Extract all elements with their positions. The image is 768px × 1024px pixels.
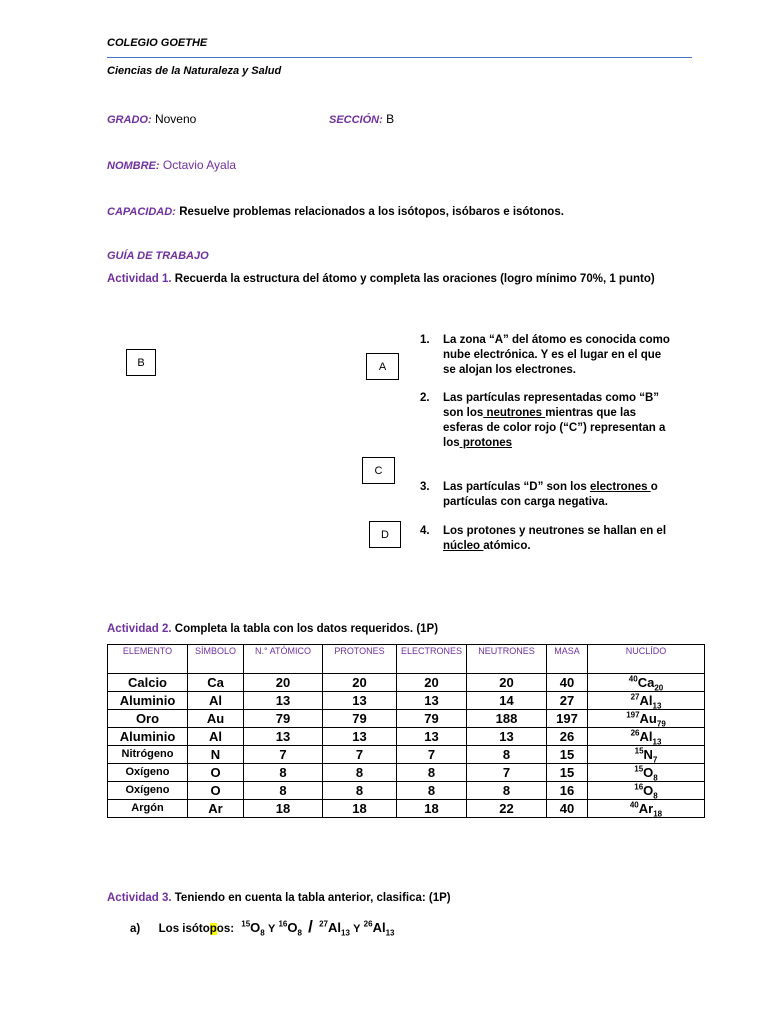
conjunction: Y (353, 923, 361, 935)
sentence-text (443, 391, 673, 451)
table-row (108, 692, 705, 710)
sentence-part: Las partículas “D” son los (443, 481, 590, 493)
atomic-number: 13 (341, 928, 350, 938)
cell-atomico: 8 (244, 782, 323, 800)
column-header: NEUTRONES (467, 645, 547, 674)
nombre-value: Octavio Ayala (162, 158, 237, 172)
cell-masa: 197 (547, 710, 588, 728)
cell-neutrones: 13 (467, 728, 547, 746)
cell-neutrones: 7 (467, 764, 547, 782)
atomic-number: 8 (260, 928, 265, 938)
sentence-part: o partículas con carga negativa. (443, 481, 658, 508)
mass-number: 16 (278, 919, 288, 929)
cell-protones: 13 (323, 692, 397, 710)
atomic-number: 7 (652, 755, 658, 765)
cell-electrones: 20 (397, 674, 467, 692)
isotopes-label-1: Los isóto (158, 923, 210, 935)
mass-number: 26 (363, 919, 373, 929)
item-a-label: a) (130, 923, 141, 935)
grado-value: Noveno (154, 112, 197, 126)
mass-number: 15 (634, 764, 644, 774)
mass-number: 15 (634, 746, 644, 756)
activity3-text: Teniendo en cuenta la tabla anterior, clasifica: (1P) (174, 892, 451, 904)
sentence-text: La zona “A” del átomo es conocida como nube electrónica. Y es el lugar en el que se alojan los electrones. (443, 334, 670, 376)
label-box-d: D (369, 521, 401, 548)
isotopes-label-highlight: p (209, 923, 217, 935)
cell-elemento: Calcio (108, 674, 188, 692)
cell-elemento: Aluminio (108, 728, 188, 746)
seccion-value: B (386, 112, 395, 126)
guide-title: GUÍA DE TRABAJO (107, 250, 209, 262)
elements-table (107, 644, 705, 818)
activity1-instruction (107, 272, 667, 287)
cell-nuclido (588, 746, 705, 764)
mass-number: 40 (629, 800, 639, 810)
cell-simbolo: Ca (188, 674, 244, 692)
isotopes-line (130, 917, 394, 937)
seccion-label: SECCIÓN: (329, 114, 383, 126)
table-row (108, 782, 705, 800)
cell-protones: 79 (323, 710, 397, 728)
cell-simbolo: O (188, 764, 244, 782)
atomic-number: 20 (654, 683, 664, 693)
cell-atomico: 18 (244, 800, 323, 818)
cell-nuclido (588, 782, 705, 800)
cell-neutrones: 14 (467, 692, 547, 710)
cell-protones: 7 (323, 746, 397, 764)
column-header: N.° ATÓMICO (244, 645, 323, 674)
sentence-number: 2. (420, 392, 430, 404)
table-row (108, 764, 705, 782)
cell-nuclido (588, 674, 705, 692)
cell-atomico: 79 (244, 710, 323, 728)
column-header: ELECTRONES (397, 645, 467, 674)
sentence-number: 4. (420, 525, 430, 537)
cell-neutrones: 188 (467, 710, 547, 728)
cell-masa: 16 (547, 782, 588, 800)
cell-atomico: 13 (244, 692, 323, 710)
element-symbol: Al (639, 693, 653, 708)
cell-protones: 20 (323, 674, 397, 692)
mass-number: 16 (634, 782, 644, 792)
element-symbol: N (643, 747, 653, 762)
grado-line (107, 112, 196, 126)
atomic-number: 8 (653, 773, 658, 783)
element-symbol: Ar (638, 801, 654, 816)
cell-electrones: 8 (397, 782, 467, 800)
label-box-c: C (362, 457, 395, 484)
cell-neutrones: 8 (467, 782, 547, 800)
isotope-1 (241, 919, 265, 938)
cell-electrones: 7 (397, 746, 467, 764)
cell-simbolo: Au (188, 710, 244, 728)
sentence-text (443, 480, 673, 510)
activity1-label: Actividad 1. (107, 273, 172, 285)
isotope-3 (319, 919, 350, 938)
cell-elemento: Oxígeno (108, 782, 188, 800)
cell-nuclido (588, 728, 705, 746)
column-header: MASA (547, 645, 588, 674)
table-row (108, 800, 705, 818)
cell-electrones: 13 (397, 728, 467, 746)
mass-number: 15 (241, 919, 251, 929)
cell-simbolo: O (188, 782, 244, 800)
cell-nuclido (588, 692, 705, 710)
cell-masa: 40 (547, 674, 588, 692)
cell-simbolo: Al (188, 728, 244, 746)
cell-nuclido (588, 800, 705, 818)
activity2-instruction (107, 623, 438, 635)
header-rule (107, 57, 692, 58)
cell-elemento: Argón (108, 800, 188, 818)
sentence-part: atómico. (483, 540, 531, 552)
cell-neutrones: 22 (467, 800, 547, 818)
sentence-part: Los protones y neutrones se hallan en el (443, 525, 667, 537)
element-symbol: Al (328, 920, 342, 935)
sentence-part: mientras que las esferas de color rojo (“C”) representan a los (443, 407, 666, 449)
mass-number: 27 (319, 919, 329, 929)
mass-number: 27 (630, 692, 640, 702)
cell-elemento: Oro (108, 710, 188, 728)
column-header: PROTONES (323, 645, 397, 674)
table-row (108, 746, 705, 764)
isotope-4 (363, 919, 395, 938)
element-symbol: Ca (637, 675, 655, 690)
cell-electrones: 79 (397, 710, 467, 728)
capacidad-value: Resuelve problemas relacionados a los isótopos, isóbaros e isótonos. (179, 206, 564, 218)
answer-neutrones: neutrones (483, 407, 546, 419)
subject-name: Ciencias de la Naturaleza y Salud (107, 65, 282, 77)
activity2-label: Actividad 2. (107, 623, 172, 635)
atomic-number: 13 (385, 928, 395, 938)
cell-masa: 15 (547, 764, 588, 782)
cell-atomico: 20 (244, 674, 323, 692)
element-symbol: O (250, 920, 261, 935)
school-name: COLEGIO GOETHE (107, 37, 208, 49)
cell-simbolo: Ar (188, 800, 244, 818)
cell-elemento: Nitrógeno (108, 746, 188, 764)
cell-nuclido (588, 710, 705, 728)
cell-masa: 27 (547, 692, 588, 710)
atomic-number: 13 (652, 737, 662, 747)
cell-neutrones: 20 (467, 674, 547, 692)
sentence-part: Las partículas representadas como “B” son los (443, 392, 660, 419)
cell-atomico: 8 (244, 764, 323, 782)
column-header: ELEMENTO (108, 645, 188, 674)
column-header: NUCLÍDO (588, 645, 705, 674)
table-row (108, 710, 705, 728)
cell-nuclido (588, 764, 705, 782)
cell-atomico: 7 (244, 746, 323, 764)
label-box-b: B (126, 349, 156, 376)
answer-protones: protones (459, 437, 513, 449)
seccion-line (329, 112, 394, 126)
cell-protones: 8 (323, 782, 397, 800)
element-symbol: Al (372, 920, 386, 935)
label-box-a: A (366, 353, 399, 380)
cell-electrones: 18 (397, 800, 467, 818)
table-row (108, 674, 705, 692)
activity2-text: Completa la tabla con los datos requeridos. (1P) (174, 623, 439, 635)
cell-masa: 15 (547, 746, 588, 764)
table-row (108, 728, 705, 746)
mass-number: 197 (626, 710, 640, 720)
cell-atomico: 13 (244, 728, 323, 746)
answer-electrones: electrones (589, 481, 651, 493)
activity1-text: Recuerda la estructura del átomo y completa las oraciones (logro mínimo 70%, 1 punto) (174, 273, 655, 285)
atomic-number: 8 (653, 791, 658, 801)
atomic-number: 8 (297, 928, 302, 938)
mass-number: 26 (630, 728, 640, 738)
sentence-number: 3. (420, 481, 430, 493)
atomic-number: 13 (652, 701, 662, 711)
element-symbol: O (643, 765, 654, 780)
separator: / (308, 917, 313, 936)
cell-electrones: 13 (397, 692, 467, 710)
element-symbol: O (287, 920, 298, 935)
isotopes-label-2: os: (216, 923, 235, 935)
cell-simbolo: Al (188, 692, 244, 710)
cell-elemento: Oxígeno (108, 764, 188, 782)
cell-masa: 40 (547, 800, 588, 818)
nombre-label: NOMBRE: (107, 160, 160, 172)
cell-neutrones: 8 (467, 746, 547, 764)
sentence-number: 1. (420, 334, 430, 346)
cell-elemento: Aluminio (108, 692, 188, 710)
atomic-number: 18 (653, 809, 663, 819)
cell-simbolo: N (188, 746, 244, 764)
answer-nucleo: núcleo (443, 540, 484, 552)
activity3-label: Actividad 3. (107, 892, 172, 904)
cell-protones: 8 (323, 764, 397, 782)
cell-protones: 13 (323, 728, 397, 746)
capacidad-line (107, 204, 564, 218)
atomic-number: 79 (656, 719, 666, 729)
cell-masa: 26 (547, 728, 588, 746)
activity3-instruction (107, 892, 451, 904)
cell-electrones: 8 (397, 764, 467, 782)
mass-number: 40 (628, 674, 638, 684)
grado-label: GRADO: (107, 114, 152, 126)
cell-protones: 18 (323, 800, 397, 818)
isotope-2 (278, 919, 302, 938)
table-header-row (108, 645, 705, 674)
conjunction: Y (267, 923, 276, 935)
element-symbol: Al (639, 729, 653, 744)
column-header: SÍMBOLO (188, 645, 244, 674)
element-symbol: O (643, 783, 654, 798)
nombre-line (107, 158, 236, 172)
capacidad-label: CAPACIDAD: (107, 206, 176, 218)
sentence-text (443, 524, 673, 554)
element-symbol: Au (639, 711, 657, 726)
